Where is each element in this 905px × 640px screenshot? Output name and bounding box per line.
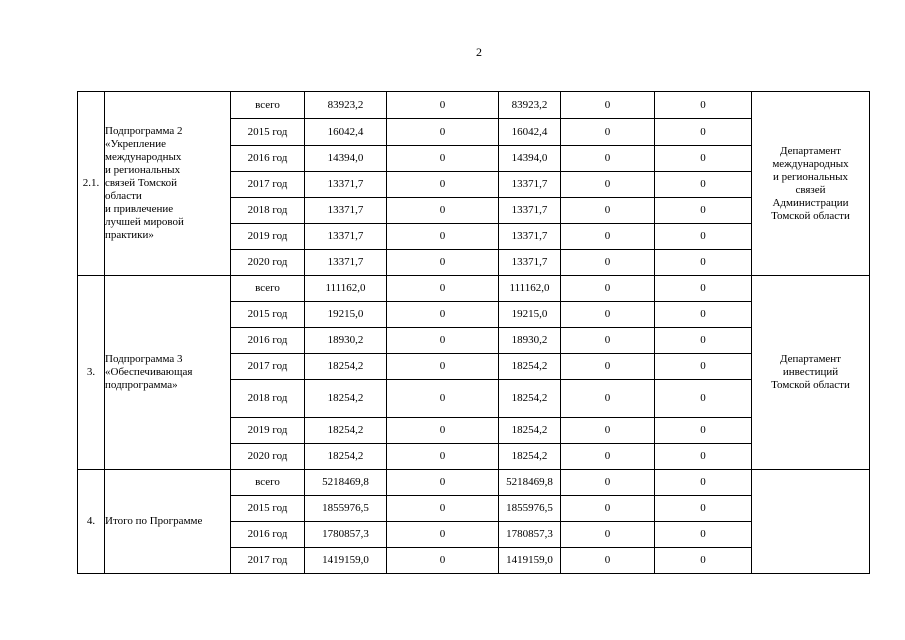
value-cell: 0 [561, 418, 655, 444]
value-cell: 13371,7 [499, 198, 561, 224]
value-cell: 1855976,5 [305, 496, 387, 522]
value-cell: 0 [655, 470, 752, 496]
value-cell: 0 [655, 146, 752, 172]
period-cell: 2017 год [231, 172, 305, 198]
value-cell: 0 [561, 496, 655, 522]
value-cell: 0 [655, 276, 752, 302]
section-name: Итого по Программе [105, 470, 231, 574]
period-cell: 2018 год [231, 380, 305, 418]
section-name: Подпрограмма 3 «Обеспечивающая подпрограмма» [105, 276, 231, 470]
table-row [78, 276, 870, 302]
value-cell: 0 [387, 198, 499, 224]
value-cell: 18254,2 [499, 418, 561, 444]
value-cell: 13371,7 [305, 224, 387, 250]
value-cell: 0 [561, 276, 655, 302]
value-cell: 0 [561, 470, 655, 496]
value-cell: 13371,7 [305, 250, 387, 276]
value-cell: 0 [387, 224, 499, 250]
value-cell: 13371,7 [499, 224, 561, 250]
value-cell: 1780857,3 [305, 522, 387, 548]
value-cell: 0 [561, 328, 655, 354]
value-cell: 0 [655, 198, 752, 224]
responsible-department: Департамент международных и региональных связей Администрации Томской области [752, 92, 870, 276]
value-cell: 0 [655, 380, 752, 418]
value-cell: 0 [655, 522, 752, 548]
value-cell: 0 [655, 444, 752, 470]
value-cell: 14394,0 [305, 146, 387, 172]
period-cell: 2015 год [231, 119, 305, 146]
responsible-department [752, 470, 870, 574]
table-row [78, 92, 870, 119]
value-cell: 1780857,3 [499, 522, 561, 548]
period-cell: всего [231, 92, 305, 119]
budget-table [77, 91, 870, 574]
period-cell: всего [231, 470, 305, 496]
value-cell: 1419159,0 [305, 548, 387, 574]
value-cell: 19215,0 [305, 302, 387, 328]
value-cell: 0 [561, 548, 655, 574]
value-cell: 1855976,5 [499, 496, 561, 522]
value-cell: 0 [655, 92, 752, 119]
section-number: 3. [78, 276, 105, 470]
value-cell: 14394,0 [499, 146, 561, 172]
period-cell: 2020 год [231, 444, 305, 470]
value-cell: 111162,0 [499, 276, 561, 302]
value-cell: 13371,7 [499, 172, 561, 198]
value-cell: 0 [387, 418, 499, 444]
value-cell: 0 [387, 92, 499, 119]
period-cell: 2017 год [231, 354, 305, 380]
value-cell: 18930,2 [499, 328, 561, 354]
period-cell: 2019 год [231, 224, 305, 250]
value-cell: 0 [655, 250, 752, 276]
value-cell: 0 [561, 224, 655, 250]
value-cell: 0 [655, 224, 752, 250]
value-cell: 0 [387, 302, 499, 328]
value-cell: 0 [655, 302, 752, 328]
value-cell: 0 [387, 354, 499, 380]
value-cell: 1419159,0 [499, 548, 561, 574]
value-cell: 0 [561, 302, 655, 328]
value-cell: 0 [561, 522, 655, 548]
section-number: 2.1. [78, 92, 105, 276]
value-cell: 0 [387, 119, 499, 146]
responsible-department: Департамент инвестиций Томской области [752, 276, 870, 470]
value-cell: 0 [387, 146, 499, 172]
period-cell: 2015 год [231, 302, 305, 328]
value-cell: 0 [387, 496, 499, 522]
value-cell: 83923,2 [305, 92, 387, 119]
value-cell: 16042,4 [499, 119, 561, 146]
period-cell: 2016 год [231, 146, 305, 172]
value-cell: 0 [561, 444, 655, 470]
value-cell: 18254,2 [305, 444, 387, 470]
value-cell: 0 [387, 276, 499, 302]
period-cell: 2019 год [231, 418, 305, 444]
value-cell: 18254,2 [305, 354, 387, 380]
period-cell: 2016 год [231, 522, 305, 548]
value-cell: 18254,2 [499, 444, 561, 470]
value-cell: 0 [387, 250, 499, 276]
value-cell: 13371,7 [499, 250, 561, 276]
value-cell: 0 [561, 92, 655, 119]
value-cell: 19215,0 [499, 302, 561, 328]
value-cell: 18930,2 [305, 328, 387, 354]
period-cell: 2020 год [231, 250, 305, 276]
value-cell: 0 [387, 172, 499, 198]
value-cell: 0 [561, 119, 655, 146]
value-cell: 13371,7 [305, 198, 387, 224]
value-cell: 0 [655, 354, 752, 380]
value-cell: 0 [561, 146, 655, 172]
value-cell: 13371,7 [305, 172, 387, 198]
section-name: Подпрограмма 2 «Укрепление международных и региональных связей Томской области и привлечение лучшей мировой практики» [105, 92, 231, 276]
page-number: 2 [476, 45, 482, 59]
value-cell: 0 [561, 380, 655, 418]
value-cell: 0 [655, 548, 752, 574]
value-cell: 18254,2 [305, 418, 387, 444]
value-cell: 0 [561, 172, 655, 198]
period-cell: всего [231, 276, 305, 302]
value-cell: 18254,2 [499, 354, 561, 380]
table-body [78, 92, 870, 574]
value-cell: 0 [655, 418, 752, 444]
period-cell: 2018 год [231, 198, 305, 224]
value-cell: 0 [561, 250, 655, 276]
value-cell: 0 [655, 328, 752, 354]
value-cell: 5218469,8 [499, 470, 561, 496]
table-row [78, 470, 870, 496]
value-cell: 5218469,8 [305, 470, 387, 496]
value-cell: 0 [561, 354, 655, 380]
value-cell: 16042,4 [305, 119, 387, 146]
value-cell: 0 [561, 198, 655, 224]
value-cell: 0 [655, 496, 752, 522]
value-cell: 0 [387, 470, 499, 496]
value-cell: 0 [387, 328, 499, 354]
period-cell: 2016 год [231, 328, 305, 354]
period-cell: 2017 год [231, 548, 305, 574]
value-cell: 0 [387, 380, 499, 418]
value-cell: 0 [387, 444, 499, 470]
value-cell: 0 [655, 172, 752, 198]
period-cell: 2015 год [231, 496, 305, 522]
value-cell: 111162,0 [305, 276, 387, 302]
value-cell: 18254,2 [305, 380, 387, 418]
value-cell: 0 [387, 548, 499, 574]
value-cell: 83923,2 [499, 92, 561, 119]
value-cell: 0 [387, 522, 499, 548]
section-number: 4. [78, 470, 105, 574]
value-cell: 0 [655, 119, 752, 146]
value-cell: 18254,2 [499, 380, 561, 418]
